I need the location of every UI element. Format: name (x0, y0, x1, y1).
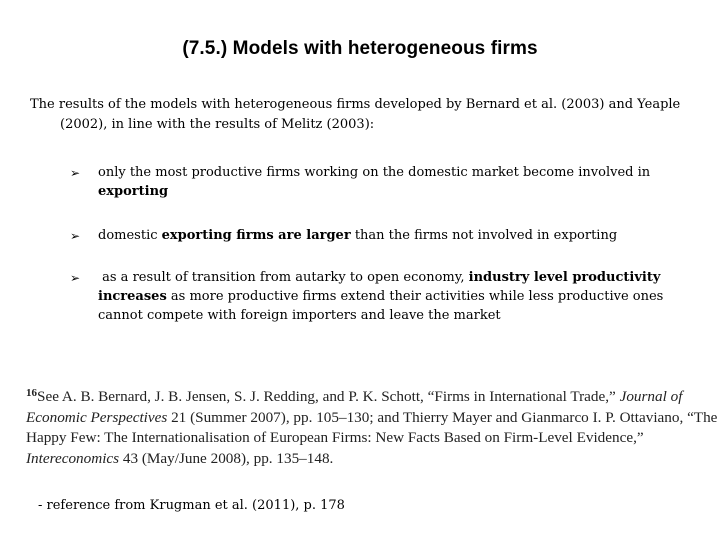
footnote-citation: $^{16}$See A. B. Bernard, J. B. Jensen, S. J. Redding, and P. K. Schott, “Firms in International Trade,” Journal of Economic Perspectives 21 (Summer 2007), pp. 105–130; and Thierry Mayer and Gianmarco I. P. Ottaviano, “The Happy Few: The Internationalisation of European Firms: New Facts Based on Firm-Level Evidence,” Intereconomics 43 (May/June 2008), pp. 135–148. (26, 387, 718, 467)
slide-title: (7.5.) Models with heterogeneous firms (182, 38, 538, 59)
bullet-emphasis: industry level productivity increases (98, 270, 661, 304)
arrow-bullet-icon: ➢ (70, 271, 81, 285)
bullet-emphasis: exporting (98, 184, 169, 199)
bullet-text: only the most productive firms working on the domestic market become involved in exporting (98, 165, 651, 199)
footnote-number: 16 (26, 387, 37, 399)
intro-paragraph: The results of the models with heterogeneous firms developed by Bernard et al. (2003) and Yeaple (2002), in line with the results of Melitz (2003): (30, 97, 681, 132)
reference-note: - reference from Krugman et al. (2011), p. 178 (38, 498, 345, 513)
arrow-bullet-icon: ➢ (70, 166, 81, 180)
bullet-emphasis: exporting firms are larger (161, 228, 351, 243)
bullet-text: as a result of transition from autarky to open economy, industry level productivity increases as more productive firms extend their activities while less productive ones cannot compete with foreign importers and leave the market (98, 270, 664, 323)
bullet-item-3 (70, 268, 690, 325)
bullet-item-2 (70, 226, 690, 245)
journal-title: Intereconomics (26, 449, 120, 467)
bullet-item-1 (70, 163, 690, 201)
journal-title: Journal of Economic Perspectives (26, 388, 683, 426)
bullet-text: domestic exporting firms are larger than the firms not involved in exporting (98, 228, 618, 243)
arrow-bullet-icon: ➢ (70, 229, 81, 243)
